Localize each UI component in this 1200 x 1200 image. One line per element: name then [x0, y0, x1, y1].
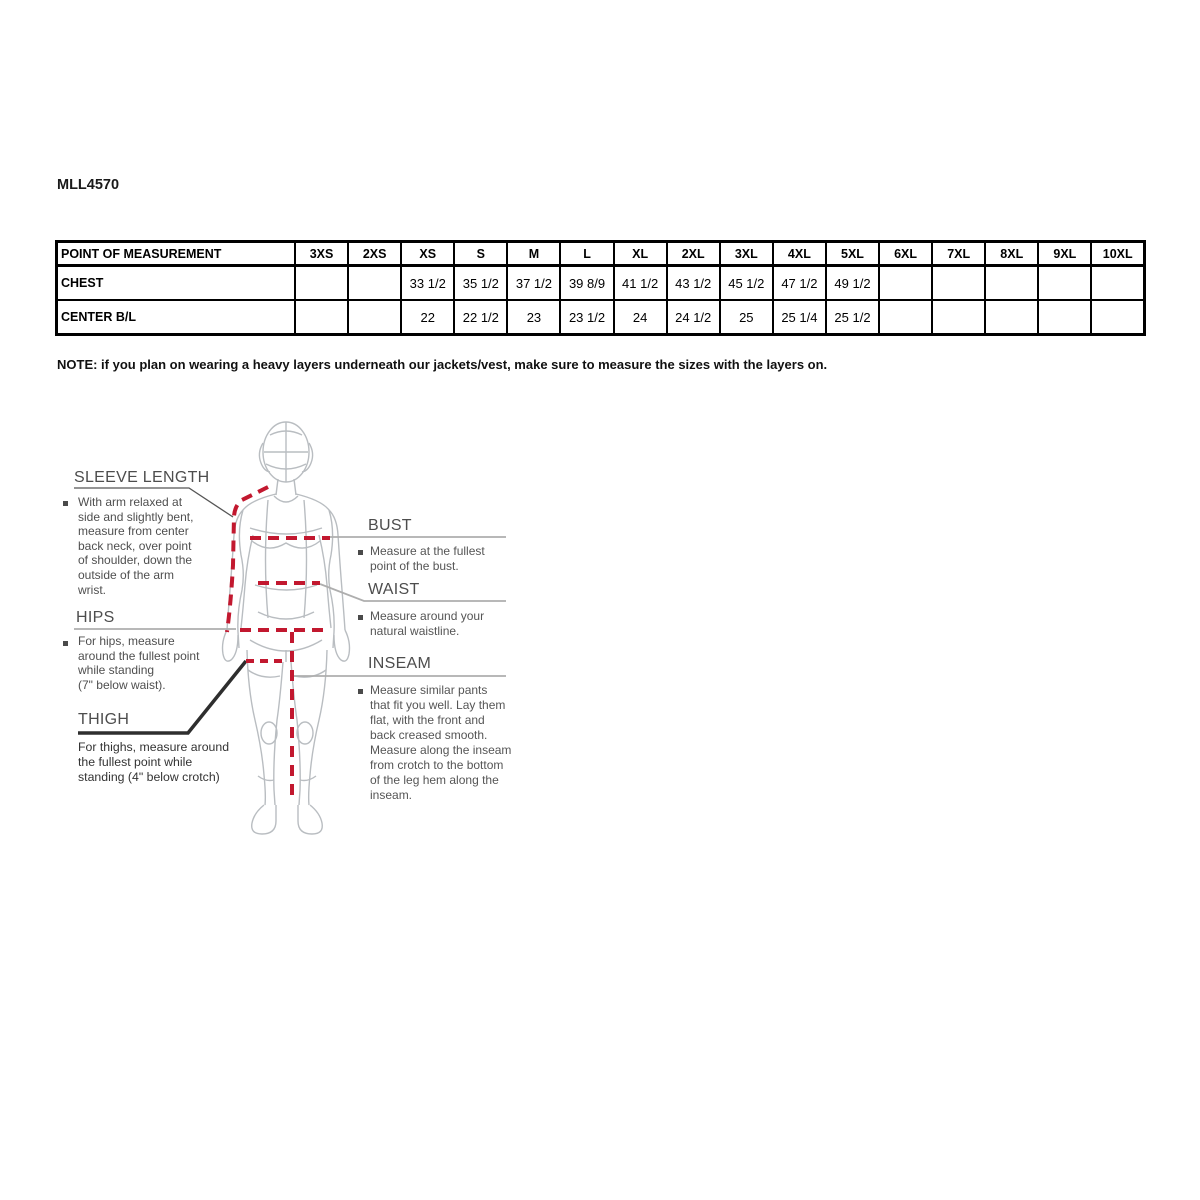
- sleeve-length-description-line: With arm relaxed at: [78, 495, 183, 509]
- size-header-m: M: [507, 242, 560, 266]
- value-cell: 23 1/2: [560, 300, 613, 335]
- waist-description: [370, 609, 484, 639]
- sleeve-length-description: [78, 495, 193, 597]
- value-cell: 33 1/2: [401, 266, 454, 301]
- size-header-s: S: [454, 242, 507, 266]
- sleeve-length-heading: SLEEVE LENGTH: [74, 469, 210, 486]
- value-cell: 39 8/9: [560, 266, 613, 301]
- size-header-xl: XL: [614, 242, 667, 266]
- size-header-9xl: 9XL: [1038, 242, 1091, 266]
- hips-description-line: while standing: [78, 663, 155, 678]
- sleeve-length-description-line: measure from center: [78, 524, 189, 539]
- page-title: MLL4570: [57, 177, 120, 193]
- inseam-description-line: Measure similar pants: [370, 683, 488, 697]
- sleeve-length-description-line: back neck, over point: [78, 538, 192, 553]
- size-header-7xl: 7XL: [932, 242, 985, 266]
- sleeve-length-description-line: of shoulder, down the: [78, 553, 193, 568]
- hips-heading: HIPS: [76, 609, 115, 626]
- hips-description: [78, 634, 199, 692]
- thigh-description: [78, 740, 229, 784]
- value-cell: 23: [507, 300, 560, 335]
- bust-description-line: point of the bust.: [370, 559, 459, 573]
- value-cell: 43 1/2: [667, 266, 720, 301]
- hips-description-line: For hips, measure: [78, 634, 175, 648]
- bust-description-line: Measure at the fullest: [370, 544, 485, 558]
- point-of-measurement-header: POINT OF MEASUREMENT: [57, 242, 296, 266]
- value-cell: 24: [614, 300, 667, 335]
- value-cell: 47 1/2: [773, 266, 826, 301]
- bust-heading: BUST: [368, 517, 412, 534]
- value-cell: 22: [401, 300, 454, 335]
- size-header-4xl: 4XL: [773, 242, 826, 266]
- bust-description: [370, 544, 485, 574]
- size-header-6xl: 6XL: [879, 242, 932, 266]
- waist-bullet: [358, 615, 363, 620]
- size-header-2xs: 2XS: [348, 242, 401, 266]
- value-cell: 24 1/2: [667, 300, 720, 335]
- inseam-bullet: [358, 689, 363, 694]
- value-cell: 41 1/2: [614, 266, 667, 301]
- sleeve-length-bullet: [63, 501, 68, 506]
- waist-description-line: Measure around your: [370, 609, 485, 623]
- thigh-description-line: the fullest point while: [78, 754, 193, 769]
- waist-description-line: natural waistline.: [370, 624, 460, 638]
- inseam-description-line: inseam.: [370, 788, 413, 802]
- row-label-cell: CENTER B/L: [57, 300, 296, 335]
- inseam-description-line: flat, with the front and: [370, 713, 485, 727]
- size-header-3xl: 3XL: [720, 242, 773, 266]
- inseam-description-line: that fit you well. Lay them: [370, 698, 506, 712]
- inseam-description-line: of the leg hem along the: [370, 773, 499, 787]
- thigh-description-line: standing (4" below crotch): [78, 769, 220, 784]
- sleeve-length-description-line: side and slightly bent,: [78, 509, 194, 524]
- hips-bullet: [63, 641, 68, 646]
- note-text: NOTE: if you plan on wearing a heavy layers underneath our jackets/vest, make sure to measure the sizes with the layers on.: [57, 357, 828, 372]
- row-label-cell: CHEST: [57, 266, 296, 301]
- value-cell: 49 1/2: [826, 266, 879, 301]
- bust-bullet: [358, 550, 363, 555]
- waist-heading: WAIST: [368, 581, 420, 598]
- size-header-xs: XS: [401, 242, 454, 266]
- value-cell: 37 1/2: [507, 266, 560, 301]
- size-header-8xl: 8XL: [985, 242, 1038, 266]
- hips-description-line: around the fullest point: [78, 648, 200, 663]
- inseam-description-line: Measure along the inseam: [370, 743, 512, 757]
- value-cell: 25 1/2: [826, 300, 879, 335]
- size-header-5xl: 5XL: [826, 242, 879, 266]
- size-header-3xs: 3XS: [295, 242, 348, 266]
- sleeve-length-description-line: outside of the arm: [78, 567, 175, 582]
- inseam-description: [370, 683, 511, 803]
- value-cell: 25: [720, 300, 773, 335]
- hips-description-line: (7" below waist).: [78, 677, 166, 692]
- value-cell: 45 1/2: [720, 266, 773, 301]
- value-cell: 22 1/2: [454, 300, 507, 335]
- inseam-description-line: from crotch to the bottom: [370, 758, 504, 772]
- value-cell: 25 1/4: [773, 300, 826, 335]
- size-header-l: L: [560, 242, 613, 266]
- size-header-10xl: 10XL: [1091, 242, 1144, 266]
- thigh-heading: THIGH: [78, 711, 130, 728]
- value-cell: 35 1/2: [454, 266, 507, 301]
- thigh-description-line: For thighs, measure around: [78, 740, 230, 754]
- size-header-2xl: 2XL: [667, 242, 720, 266]
- inseam-description-line: back creased smooth.: [370, 728, 488, 742]
- sleeve-length-description-line: wrist.: [78, 582, 106, 597]
- inseam-heading: INSEAM: [368, 655, 432, 672]
